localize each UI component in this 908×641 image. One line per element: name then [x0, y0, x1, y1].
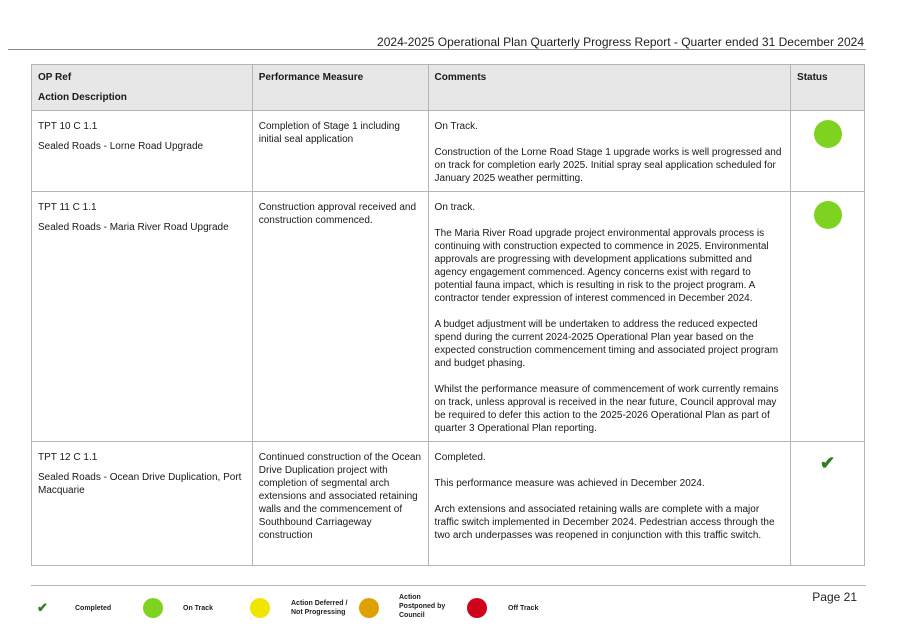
comment-paragraph: The Maria River Road upgrade project environmental approvals process is continuing with construction expected to commence in 2025. Environmental approvals are progressing with development applications submitted and agency engagement commenced. Agency concerns exist with regard to potential fauna impact, which is resulting in risk to the project program. A contractor tender expression of interest commenced in December 2024.	[434, 228, 769, 304]
status-legend	[37, 593, 557, 623]
performance-measure: Completion of Stage 1 including initial seal application	[258, 121, 400, 145]
page-number: Page 21	[812, 590, 857, 604]
op-ref-cell	[32, 442, 253, 566]
comment-paragraph: On Track.	[434, 121, 478, 132]
table-row	[32, 192, 865, 442]
status-cell	[791, 111, 865, 192]
header-performance-measure: Performance Measure	[252, 65, 428, 111]
op-ref: TPT 11 C 1.1	[38, 202, 97, 213]
deferred-dot-icon	[250, 598, 270, 618]
legend-completed	[37, 593, 48, 623]
comment-paragraph: A budget adjustment will be undertaken to address the reduced expected spend during the current 2024-2025 Operational Plan year based on the expected construction commencement timing and associated project program and budget phasing.	[434, 319, 779, 369]
legend-completed-label: Completed	[75, 605, 112, 612]
legend-postponed-label	[399, 593, 445, 620]
action-description: Sealed Roads - Maria River Road Upgrade	[38, 222, 229, 233]
header-action-description-label: Action Description	[38, 92, 127, 103]
legend-on-track-label: On Track	[183, 605, 213, 612]
comment-paragraph: Arch extensions and associated retaining walls are complete with a major traffic switch implemented in December 2024. Pedestrian access through the two arch underpasses was reopened in conjunction with this traffic switch.	[434, 504, 775, 541]
footer-divider	[31, 585, 866, 586]
performance-measure-cell	[252, 442, 428, 566]
check-icon: ✔	[819, 453, 836, 473]
header-divider	[8, 49, 866, 50]
comments-cell	[428, 192, 790, 442]
status-cell	[791, 192, 865, 442]
report-title: 2024-2025 Operational Plan Quarterly Progress Report - Quarter ended 31 December 2024	[377, 35, 864, 49]
legend-on-track	[143, 593, 163, 623]
status-cell	[791, 442, 865, 566]
comments-cell	[428, 442, 790, 566]
comment-paragraph: Completed.	[434, 452, 486, 463]
check-icon: ✔	[37, 600, 48, 615]
op-ref-cell	[32, 111, 253, 192]
progress-table	[31, 64, 865, 566]
legend-off-track-label: Off Track	[508, 605, 539, 612]
legend-deferred	[250, 593, 270, 623]
performance-measure-cell	[252, 111, 428, 192]
performance-measure: Continued construction of the Ocean Drive Duplication project with completion of segmental arch extensions and associated retaining walls and the commencement of Southbound Carriageway construction	[258, 452, 422, 541]
header-op-ref-label: OP Ref	[38, 72, 72, 83]
legend-postponed-line1: Action	[399, 594, 421, 601]
legend-deferred-line2: Not Progressing	[291, 609, 346, 616]
op-ref-cell	[32, 192, 253, 442]
legend-deferred-label	[291, 599, 347, 617]
performance-measure-cell	[252, 192, 428, 442]
op-ref: TPT 12 C 1.1	[38, 452, 98, 463]
postponed-dot-icon	[359, 598, 379, 618]
comment-paragraph: Construction of the Lorne Road Stage 1 upgrade works is well progressed and on track for completion early 2025. Initial spray seal application scheduled for January 2025 weather permitting.	[434, 147, 782, 184]
op-ref: TPT 10 C 1.1	[38, 121, 98, 132]
legend-postponed	[359, 593, 379, 623]
table-header-row	[32, 65, 865, 111]
legend-off-track	[467, 593, 487, 623]
header-comments: Comments	[428, 65, 790, 111]
header-status: Status	[791, 65, 865, 111]
comment-paragraph: On track.	[434, 202, 476, 213]
action-description: Sealed Roads - Ocean Drive Duplication, Port Macquarie	[38, 472, 242, 496]
legend-postponed-line3: Council	[399, 612, 425, 619]
table-row	[32, 442, 865, 566]
comment-paragraph: Whilst the performance measure of commencement of work currently remains on track, unless approval is received in the near future, Council approval may be required to defer this action to the 2025-2026 Operational Plan as part of quarter 3 Operational Plan reporting.	[434, 384, 779, 434]
comments-cell	[428, 111, 790, 192]
on-track-dot-icon	[143, 598, 163, 618]
performance-measure: Construction approval received and construction commenced.	[258, 202, 417, 226]
legend-postponed-line2: Postponed by	[399, 603, 446, 610]
header-op-ref	[32, 65, 253, 111]
action-description: Sealed Roads - Lorne Road Upgrade	[38, 141, 204, 152]
legend-deferred-line1: Action Deferred /	[291, 600, 348, 607]
comment-paragraph: This performance measure was achieved in December 2024.	[434, 478, 705, 489]
off-track-dot-icon	[467, 598, 487, 618]
on-track-status-dot	[814, 201, 842, 229]
on-track-status-dot	[814, 120, 842, 148]
table-row	[32, 111, 865, 192]
